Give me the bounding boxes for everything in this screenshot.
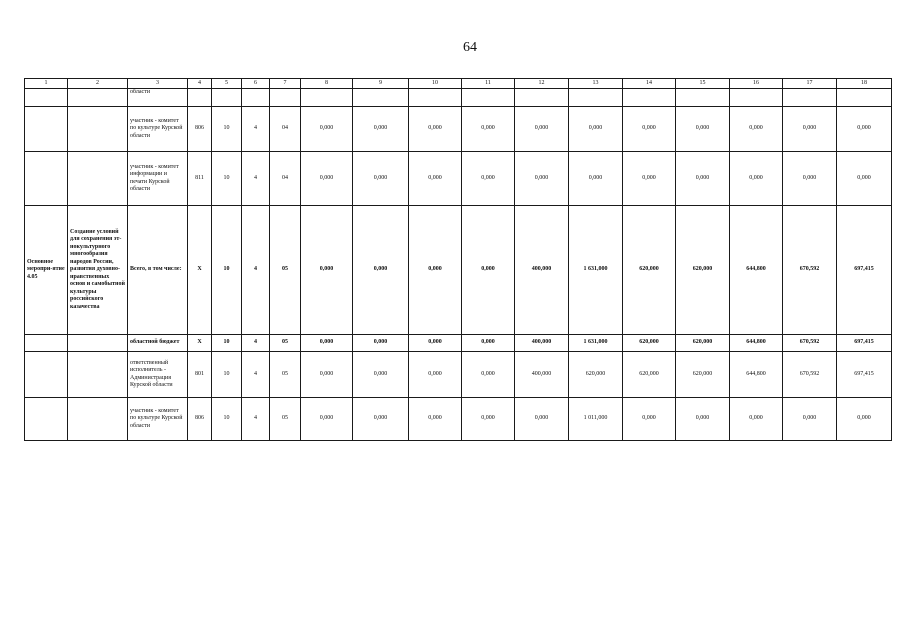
- value-cell-col-17: 0,000: [783, 152, 837, 206]
- value-cell-col-17: 0,000: [783, 107, 837, 152]
- value-cell-col-14: 0,000: [623, 152, 676, 206]
- table-row-5: [25, 335, 892, 352]
- value-cell-col-16: 0,000: [730, 398, 783, 441]
- value-cell-col-15: 620,000: [676, 335, 730, 352]
- activity-name-cell: [68, 152, 128, 206]
- value-cell-col-7: 05: [270, 398, 301, 441]
- value-cell-col-8: 0,000: [301, 206, 353, 335]
- value-cell-col-8: 0,000: [301, 152, 353, 206]
- header-col-10: 10: [409, 79, 462, 89]
- value-cell-col-5: 10: [212, 107, 242, 152]
- value-cell-col-12: 0,000: [515, 107, 569, 152]
- header-col-3: 3: [128, 79, 188, 89]
- value-cell-col-6: [242, 89, 270, 107]
- header-col-9: 9: [353, 79, 409, 89]
- value-cell-col-7: 04: [270, 152, 301, 206]
- responsible-cell: участник - комитет по культуре Курской области: [128, 107, 188, 152]
- value-cell-col-13: 1 631,000: [569, 335, 623, 352]
- value-cell-col-7: 05: [270, 335, 301, 352]
- table-row-3: [25, 152, 892, 206]
- value-cell-col-16: 644,800: [730, 206, 783, 335]
- value-cell-col-14: 0,000: [623, 398, 676, 441]
- activity-status-cell: [25, 352, 68, 398]
- activity-status-cell: [25, 398, 68, 441]
- header-col-13: 13: [569, 79, 623, 89]
- value-cell-col-17: [783, 89, 837, 107]
- value-cell-col-18: 0,000: [837, 107, 892, 152]
- header-col-14: 14: [623, 79, 676, 89]
- table-row-7: [25, 398, 892, 441]
- value-cell-col-14: 620,000: [623, 335, 676, 352]
- header-row: [25, 79, 892, 89]
- value-cell-col-5: 10: [212, 152, 242, 206]
- value-cell-col-16: 0,000: [730, 107, 783, 152]
- value-cell-col-12: 400,000: [515, 206, 569, 335]
- value-cell-col-12: 400,000: [515, 335, 569, 352]
- value-cell-col-7: 05: [270, 352, 301, 398]
- activity-name-cell: [68, 89, 128, 107]
- value-cell-col-16: [730, 89, 783, 107]
- value-cell-col-5: [212, 89, 242, 107]
- value-cell-col-13: [569, 89, 623, 107]
- value-cell-col-8: 0,000: [301, 335, 353, 352]
- header-col-16: 16: [730, 79, 783, 89]
- value-cell-col-8: 0,000: [301, 352, 353, 398]
- value-cell-col-15: 620,000: [676, 352, 730, 398]
- activity-name-cell: [68, 335, 128, 352]
- table-body: [25, 89, 892, 441]
- value-cell-col-4: 811: [188, 152, 212, 206]
- value-cell-col-13: 1 631,000: [569, 206, 623, 335]
- value-cell-col-5: 10: [212, 352, 242, 398]
- value-cell-col-4: 801: [188, 352, 212, 398]
- value-cell-col-16: 0,000: [730, 152, 783, 206]
- value-cell-col-10: 0,000: [409, 152, 462, 206]
- value-cell-col-12: 0,000: [515, 152, 569, 206]
- value-cell-col-17: 670,592: [783, 352, 837, 398]
- table-row-4: [25, 206, 892, 335]
- value-cell-col-9: 0,000: [353, 398, 409, 441]
- value-cell-col-16: 644,800: [730, 335, 783, 352]
- header-col-7: 7: [270, 79, 301, 89]
- value-cell-col-6: 4: [242, 352, 270, 398]
- value-cell-col-6: 4: [242, 335, 270, 352]
- header-col-18: 18: [837, 79, 892, 89]
- value-cell-col-18: 0,000: [837, 152, 892, 206]
- value-cell-col-13: 620,000: [569, 352, 623, 398]
- responsible-cell: Всего, в том числе:: [128, 206, 188, 335]
- value-cell-col-12: 0,000: [515, 398, 569, 441]
- header-col-5: 5: [212, 79, 242, 89]
- value-cell-col-15: 620,000: [676, 206, 730, 335]
- value-cell-col-14: 0,000: [623, 107, 676, 152]
- value-cell-col-11: [462, 89, 515, 107]
- responsible-cell: ответственный исполнитель - Администрация Курской области: [128, 352, 188, 398]
- value-cell-col-13: 0,000: [569, 152, 623, 206]
- value-cell-col-15: 0,000: [676, 152, 730, 206]
- table-header: [25, 79, 892, 89]
- value-cell-col-15: 0,000: [676, 398, 730, 441]
- value-cell-col-18: 0,000: [837, 398, 892, 441]
- value-cell-col-11: 0,000: [462, 206, 515, 335]
- value-cell-col-4: X: [188, 335, 212, 352]
- value-cell-col-5: 10: [212, 206, 242, 335]
- value-cell-col-6: 4: [242, 206, 270, 335]
- value-cell-col-17: 670,592: [783, 206, 837, 335]
- value-cell-col-10: 0,000: [409, 107, 462, 152]
- header-col-12: 12: [515, 79, 569, 89]
- budget-table: [24, 78, 892, 441]
- responsible-cell: участник - комитет по культуре Курской области: [128, 398, 188, 441]
- activity-name-cell: [68, 107, 128, 152]
- value-cell-col-8: 0,000: [301, 398, 353, 441]
- value-cell-col-9: 0,000: [353, 152, 409, 206]
- responsible-cell: участник - комитет информации и печати Курской области: [128, 152, 188, 206]
- activity-status-cell: Основное меропри-ятие 4.05: [25, 206, 68, 335]
- value-cell-col-7: [270, 89, 301, 107]
- value-cell-col-5: 10: [212, 335, 242, 352]
- table-row-1: [25, 89, 892, 107]
- responsible-cell: области: [128, 89, 188, 107]
- value-cell-col-15: [676, 89, 730, 107]
- activity-name-cell: [68, 398, 128, 441]
- value-cell-col-14: 620,000: [623, 352, 676, 398]
- value-cell-col-18: 697,415: [837, 352, 892, 398]
- value-cell-col-12: 400,000: [515, 352, 569, 398]
- activity-status-cell: [25, 152, 68, 206]
- table-row-6: [25, 352, 892, 398]
- value-cell-col-4: 806: [188, 398, 212, 441]
- value-cell-col-18: 697,415: [837, 206, 892, 335]
- value-cell-col-17: 0,000: [783, 398, 837, 441]
- value-cell-col-4: X: [188, 206, 212, 335]
- header-col-8: 8: [301, 79, 353, 89]
- value-cell-col-6: 4: [242, 107, 270, 152]
- value-cell-col-8: [301, 89, 353, 107]
- value-cell-col-15: 0,000: [676, 107, 730, 152]
- value-cell-col-10: 0,000: [409, 398, 462, 441]
- value-cell-col-11: 0,000: [462, 335, 515, 352]
- value-cell-col-8: 0,000: [301, 107, 353, 152]
- header-col-6: 6: [242, 79, 270, 89]
- value-cell-col-6: 4: [242, 398, 270, 441]
- table-row-2: [25, 107, 892, 152]
- value-cell-col-11: 0,000: [462, 398, 515, 441]
- activity-status-cell: [25, 335, 68, 352]
- value-cell-col-9: 0,000: [353, 335, 409, 352]
- value-cell-col-10: 0,000: [409, 335, 462, 352]
- header-col-1: 1: [25, 79, 68, 89]
- value-cell-col-16: 644,800: [730, 352, 783, 398]
- header-col-15: 15: [676, 79, 730, 89]
- value-cell-col-11: 0,000: [462, 352, 515, 398]
- value-cell-col-14: 620,000: [623, 206, 676, 335]
- value-cell-col-12: [515, 89, 569, 107]
- value-cell-col-11: 0,000: [462, 107, 515, 152]
- value-cell-col-18: [837, 89, 892, 107]
- value-cell-col-10: [409, 89, 462, 107]
- value-cell-col-5: 10: [212, 398, 242, 441]
- value-cell-col-7: 05: [270, 206, 301, 335]
- value-cell-col-9: 0,000: [353, 107, 409, 152]
- value-cell-col-4: 806: [188, 107, 212, 152]
- header-col-2: 2: [68, 79, 128, 89]
- value-cell-col-10: 0,000: [409, 352, 462, 398]
- header-col-17: 17: [783, 79, 837, 89]
- activity-name-cell: Создание условий для сохранения эт-нокультурного многообразия народов России, развития духовно-нравственных основ и самобытной культуры российского казачества: [68, 206, 128, 335]
- value-cell-col-13: 1 011,000: [569, 398, 623, 441]
- activity-name-cell: [68, 352, 128, 398]
- activity-status-cell: [25, 107, 68, 152]
- value-cell-col-4: [188, 89, 212, 107]
- value-cell-col-6: 4: [242, 152, 270, 206]
- header-col-4: 4: [188, 79, 212, 89]
- page-number: 64: [463, 40, 477, 55]
- value-cell-col-11: 0,000: [462, 152, 515, 206]
- value-cell-col-17: 670,592: [783, 335, 837, 352]
- value-cell-col-13: 0,000: [569, 107, 623, 152]
- value-cell-col-14: [623, 89, 676, 107]
- header-col-11: 11: [462, 79, 515, 89]
- value-cell-col-9: 0,000: [353, 206, 409, 335]
- activity-status-cell: [25, 89, 68, 107]
- value-cell-col-9: [353, 89, 409, 107]
- value-cell-col-9: 0,000: [353, 352, 409, 398]
- value-cell-col-7: 04: [270, 107, 301, 152]
- responsible-cell: областной бюджет: [128, 335, 188, 352]
- value-cell-col-18: 697,415: [837, 335, 892, 352]
- value-cell-col-10: 0,000: [409, 206, 462, 335]
